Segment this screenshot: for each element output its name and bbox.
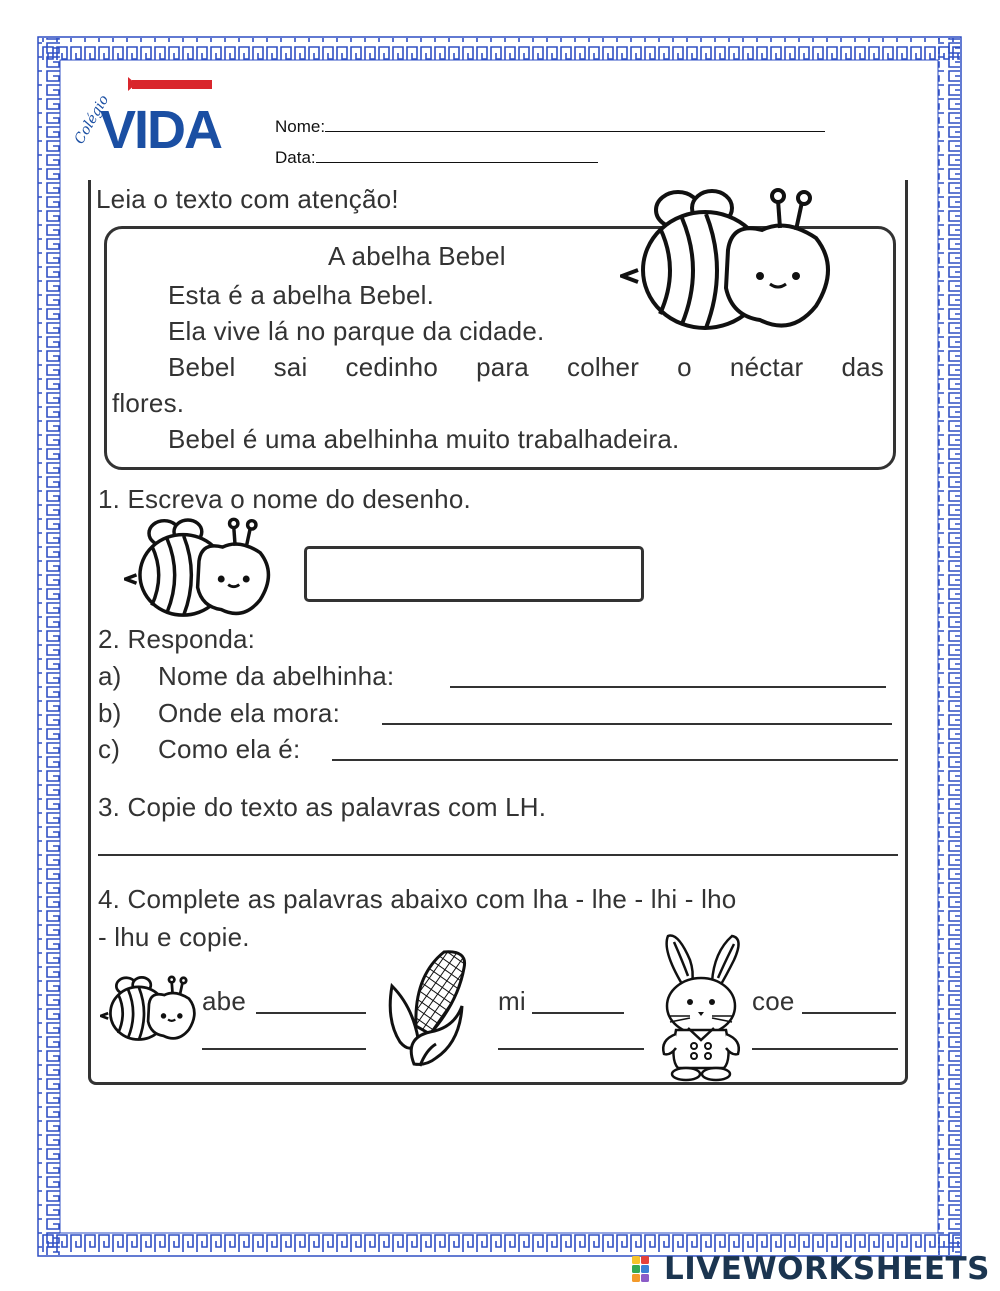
story-line: Bebel sai cedinho para colher o néctar das <box>168 352 884 382</box>
q4-word2-copy-line[interactable] <box>498 1048 644 1050</box>
q3-label: 3. Copie do texto as palavras com LH. <box>98 792 547 822</box>
brand-name: LIVEWORKSHEETS <box>664 1251 990 1287</box>
svg-text:VIDA: VIDA <box>100 100 222 160</box>
q2a-answer-line[interactable] <box>450 686 886 688</box>
q2b-answer-line[interactable] <box>382 723 892 725</box>
q4-label: 4. Complete as palavras abaixo com lha - lhe - lhi - lho <box>98 884 737 914</box>
q1-label: 1. Escreva o nome do desenho. <box>98 484 471 514</box>
date-label: Data: <box>275 148 316 167</box>
q2c-answer-line[interactable] <box>332 759 898 761</box>
q4-word3-fill-line[interactable] <box>802 1012 896 1014</box>
story-line: Ela vive lá no parque da cidade. <box>168 316 545 346</box>
corn-icon <box>384 946 470 1070</box>
q4-label-cont: - lhu e copie. <box>98 922 250 952</box>
q2-item-letter: c) <box>98 734 121 764</box>
svg-text:Colégio: Colégio <box>72 92 113 148</box>
story-line: Bebel é uma abelhinha muito trabalhadeira. <box>168 424 680 454</box>
bee-icon <box>100 970 198 1050</box>
bee-icon <box>620 188 836 338</box>
q2-item-text: Como ela é: <box>158 734 301 764</box>
rabbit-icon <box>652 930 750 1082</box>
q3-answer-line[interactable] <box>98 854 898 856</box>
q2-item-text: Onde ela mora: <box>158 698 341 728</box>
name-field[interactable] <box>275 117 825 137</box>
liveworksheets-brand[interactable] <box>632 1252 990 1286</box>
bee-icon <box>124 514 274 626</box>
q4-word-prefix: abe <box>202 986 246 1016</box>
instruction: Leia o texto com atenção! <box>96 184 399 214</box>
q4-word3-copy-line[interactable] <box>752 1048 898 1050</box>
q4-word-prefix: mi <box>498 986 526 1016</box>
name-label: Nome: <box>275 117 326 136</box>
liveworksheets-logo-icon <box>632 1256 658 1282</box>
story-line: flores. <box>112 388 185 418</box>
story-title: A abelha Bebel <box>328 241 506 271</box>
story-line: Esta é a abelha Bebel. <box>168 280 435 310</box>
q2-item-letter: b) <box>98 698 122 728</box>
q2-item-letter: a) <box>98 661 122 691</box>
q2-item-text: Nome da abelhinha: <box>158 661 395 691</box>
q1-answer-box[interactable] <box>304 546 644 602</box>
q4-word-prefix: coe <box>752 986 795 1016</box>
date-field[interactable] <box>275 148 598 168</box>
q4-word1-fill-line[interactable] <box>256 1012 366 1014</box>
q2-label: 2. Responda: <box>98 624 256 654</box>
school-logo <box>72 72 232 162</box>
q4-word2-fill-line[interactable] <box>532 1012 624 1014</box>
q4-word1-copy-line[interactable] <box>202 1048 366 1050</box>
